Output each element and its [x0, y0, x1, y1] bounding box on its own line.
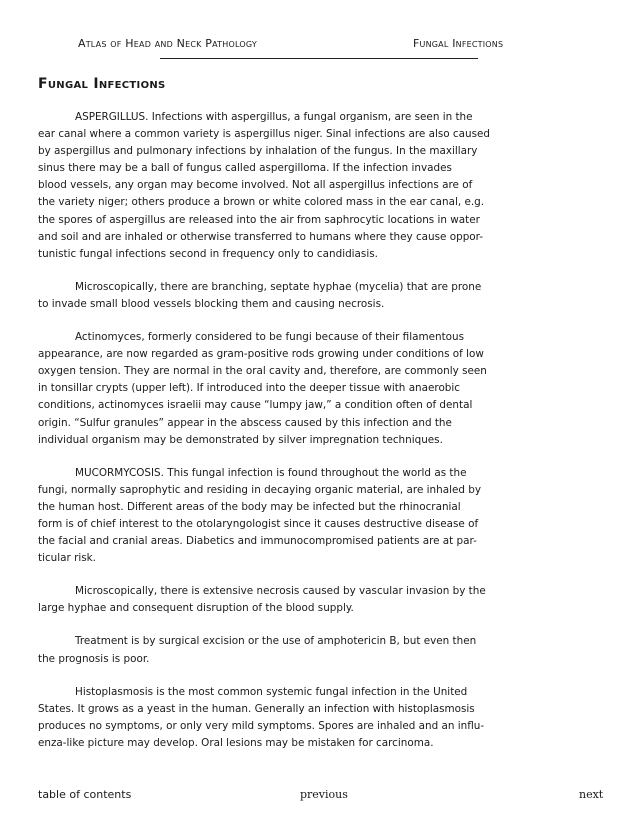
text-line: sinus there may be a ball of fungus called aspergilloma. If the infection invades [38, 162, 452, 175]
text-line: the facial and cranial areas. Diabetics and immunocompromised patients are at par- [38, 535, 477, 548]
text-line: oxygen tension. They are normal in the oral cavity and, therefore, are commonly seen [38, 365, 487, 378]
text-line: form is of chief interest to the otolaryngologist since it causes destructive disease of [38, 517, 479, 530]
body-text [38, 109, 490, 768]
text-line: Treatment is by surgical excision or the use of amphotericin B, but even then [75, 635, 477, 648]
text-line: in tonsillar crypts (upper left). If introduced into the deeper tissue with anaerobic [38, 382, 461, 395]
text-line: produces no symptoms, or only very mild symptoms. Spores are inhaled and an influ- [38, 719, 485, 732]
text-line: Microscopically, there are branching, septate hyphae (mycelia) that are prone [75, 280, 482, 293]
text-line: the spores of aspergillus are released into the air from saphrocytic locations in water [38, 213, 480, 226]
text-line: individual organism may be demonstrated by silver impregnation techniques. [38, 433, 443, 446]
paragraph [38, 633, 476, 667]
text-line: origin. “Sulfur granules” appear in the abscess caused by this infection and the [38, 416, 452, 429]
text-line: conditions, actinomyces israelii may cause “lumpy jaw,” a condition often of dental [38, 399, 473, 412]
text-line: Histoplasmosis is the most common systemic fungal infection in the United [75, 685, 468, 698]
text-line: appearance, are now regarded as gram-positive rods growing under conditions of low [38, 348, 484, 361]
text-line: ticular risk. [38, 552, 96, 565]
text-line: blood vessels, any organ may become involved. Not all aspergillus infections are of [38, 179, 473, 192]
text-line: tunistic fungal infections second in frequency only to candidiasis. [38, 247, 378, 260]
text-line: the variety niger; others produce a brown or white colored mass in the ear canal, e.g. [38, 196, 485, 209]
running-header-title: Atlas of Head and Neck Pathology [78, 37, 257, 50]
text-line: the prognosis is poor. [38, 652, 150, 665]
text-line: ASPERGILLUS. Infections with aspergillus, a fungal organism, are seen in the [75, 111, 473, 123]
paragraph [38, 109, 490, 263]
running-header-chapter: Fungal Infections [413, 37, 504, 50]
previous-link[interactable]: previous [300, 788, 348, 801]
text-line: by aspergillus and pulmonary infections by inhalation of the fungus. In the maxillary [38, 145, 478, 158]
text-line: to invade small blood vessels blocking them and causing necrosis. [38, 297, 385, 310]
paragraph [38, 279, 482, 313]
table-of-contents-link[interactable]: table of contents [38, 788, 132, 801]
text-line: States. It grows as a yeast in the human. Generally an infection with histoplasmosis [38, 702, 475, 715]
paragraph [38, 684, 485, 752]
text-line: Actinomyces, formerly considered to be fungi because of their filamentous [75, 331, 465, 344]
text-line: large hyphae and consequent disruption of the blood supply. [38, 602, 354, 615]
text-line: fungi, normally saprophytic and residing in decaying organic material, are inhaled by [38, 483, 481, 496]
text-line: the human host. Different areas of the body may be infected but the rhinocranial [38, 500, 461, 513]
text-line: MUCORMYCOSIS. This fungal infection is found throughout the world as the [75, 466, 467, 479]
text-line: ear canal where a common variety is aspergillus niger. Sinal infections are also caused [38, 128, 490, 141]
section-title: Fungal Infections [38, 76, 166, 92]
next-link[interactable]: next [579, 788, 604, 801]
text-line: and soil and are inhaled or otherwise transferred to humans where they cause oppor- [38, 230, 484, 243]
paragraph [38, 583, 486, 617]
paragraph [38, 329, 487, 449]
paragraph [38, 465, 481, 568]
header-rule [160, 58, 478, 59]
text-line: Microscopically, there is extensive necrosis caused by vascular invasion by the [75, 585, 486, 598]
text-line: enza-like picture may develop. Oral lesions may be mistaken for carcinoma. [38, 736, 434, 749]
